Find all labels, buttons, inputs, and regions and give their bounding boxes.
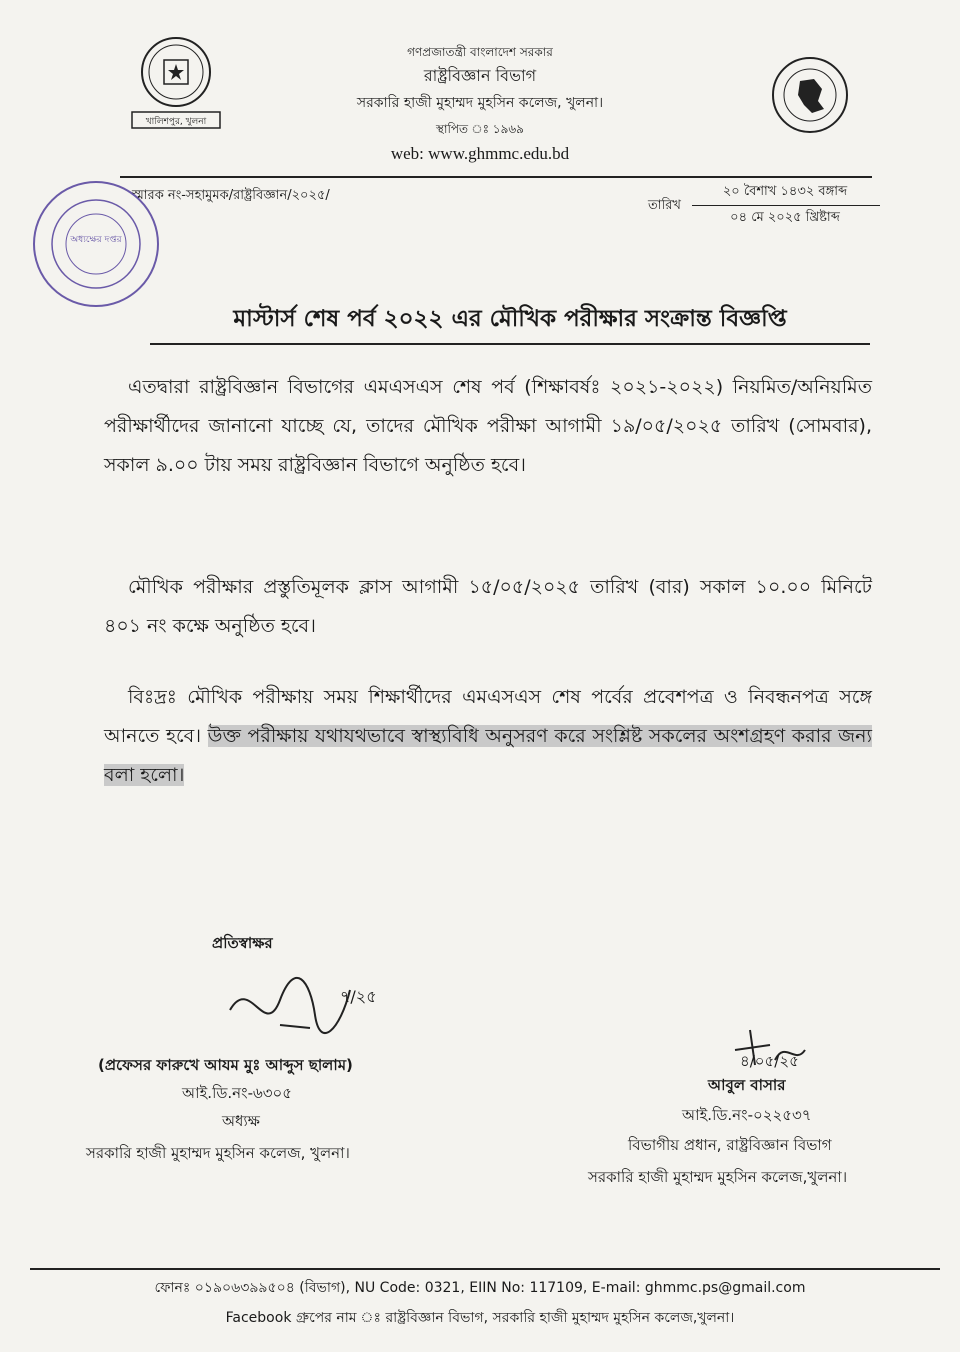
signatory-name: আবুল বাসার — [708, 1076, 786, 1094]
body-paragraph-3-text: বিঃদ্রঃ মৌখিক পরীক্ষায় সময় শিক্ষার্থীদের এমএসএস শেষ পর্বের প্রবেশপত্র ও নিবন্ধনপত্র সঙ্গে আনতে হবে। — [104, 686, 872, 747]
body-paragraph-2-text: মৌখিক পরীক্ষার প্রস্তুতিমূলক ক্লাস আগামী ১৫/০৫/২০২৫ তারিখ (বার) সকাল ১০.০০ মিনিটে ৪০১ নং কক্ষে অনুষ্ঠিত হবে। — [104, 576, 872, 637]
signatory-designation: বিভাগীয় প্রধান, রাষ্ট্রবিজ্ঞান বিভাগ — [628, 1136, 832, 1154]
countersign-signature — [220, 970, 420, 1040]
header-department: রাষ্ট্রবিজ্ঞান বিভাগ — [423, 66, 537, 85]
signatory-signature-date: ৪/০৫/২৫ — [740, 1052, 799, 1070]
highlighted-note: উক্ত পরীক্ষায় যথাযথভাবে স্বাস্থ্যবিধি অনুসরণ করে সংশ্লিষ্ট সকলের অংশগ্রহণ করার জন্য বলা হলো। — [104, 725, 872, 786]
header-college: সরকারি হাজী মুহাম্মদ মুহসিন কলেজ, খুলনা। — [356, 95, 604, 111]
header-rule — [120, 176, 872, 178]
header-website: web: www.ghmmc.edu.bd — [390, 144, 570, 163]
date-label: তারিখ — [648, 198, 681, 213]
header-govt-line: গণপ্রজাতন্ত্রী বাংলাদেশ সরকার — [407, 45, 553, 59]
countersign-name: (প্রফেসর ফারুখে আযম মুঃ আব্দুস ছালাম) — [98, 1056, 353, 1074]
govt-seal — [770, 55, 850, 135]
signatory-id: আই.ডি.নং-০২২৫৩৭ — [682, 1106, 812, 1124]
signatory-institution: সরকারি হাজী মুহাম্মদ মুহসিন কলেজ,খুলনা। — [588, 1168, 848, 1186]
date-rule — [692, 205, 880, 206]
date-english: ০৪ মে ২০২৫ খ্রিষ্টাব্দ — [730, 210, 840, 225]
footer-facebook: Facebook গ্রুপের নাম ঃ রাষ্ট্রবিজ্ঞান বিভাগ, সরকারি হাজী মুহাম্মদ মুহসিন কলেজ,খুলনা। — [225, 1310, 735, 1326]
countersign-signature-date: ৭/২৫ — [340, 987, 377, 1006]
bangladesh-govt-seal-icon — [770, 55, 850, 135]
college-logo-caption: খালিশপুর, খুলনা — [145, 117, 207, 127]
date-bangla: ২০ বৈশাখ ১৪৩২ বঙ্গাব্দ — [722, 184, 848, 199]
countersign-designation: অধ্যক্ষ — [222, 1112, 260, 1130]
college-logo — [128, 30, 224, 130]
countersign-id: আই.ডি.নং-৬৩০৫ — [182, 1084, 292, 1102]
body-paragraph-2 — [104, 568, 872, 646]
footer-contact: ফোনঃ ০১৯০৬৩৯৯৫০৪ (বিভাগ), NU Code: 0321, EIIN No: 117109, E-mail: ghmmc.ps@gmail.com — [154, 1280, 806, 1296]
body-paragraph-1 — [104, 368, 872, 485]
body-paragraph-1-text: এতদ্বারা রাষ্ট্রবিজ্ঞান বিভাগের এমএসএস শেষ পর্ব (শিক্ষাবর্ষঃ ২০২১-২০২২) নিয়মিত/অনিয়মিত পরীক্ষার্থীদের জানানো যাচ্ছে যে, তাদের মৌখিক পরীক্ষা আগামী ১৯/০৫/২০২৫ তারিখ (সোমবার), সকাল ৯.০০ টায় সময় রাষ্ট্রবিজ্ঞান বিভাগে অনুষ্ঠিত হবে। — [104, 376, 872, 476]
office-stamp-inner: অধ্যক্ষের দপ্তর — [70, 235, 122, 245]
memo-number: স্মারক নং-সহামুমক/রাষ্ট্রবিজ্ঞান/২০২৫/ — [132, 188, 330, 203]
footer-rule — [30, 1268, 940, 1270]
header-established: স্থাপিত ঃ ১৯৬৯ — [436, 122, 524, 136]
notice-title: মাস্টার্স শেষ পর্ব ২০২২ এর মৌখিক পরীক্ষার সংক্রান্ত বিজ্ঞপ্তি — [150, 300, 870, 345]
body-paragraph-3 — [104, 678, 872, 795]
countersign-label: প্রতিস্বাক্ষর — [212, 934, 273, 952]
countersign-institution: সরকারি হাজী মুহাম্মদ মুহসিন কলেজ, খুলনা। — [86, 1144, 350, 1162]
